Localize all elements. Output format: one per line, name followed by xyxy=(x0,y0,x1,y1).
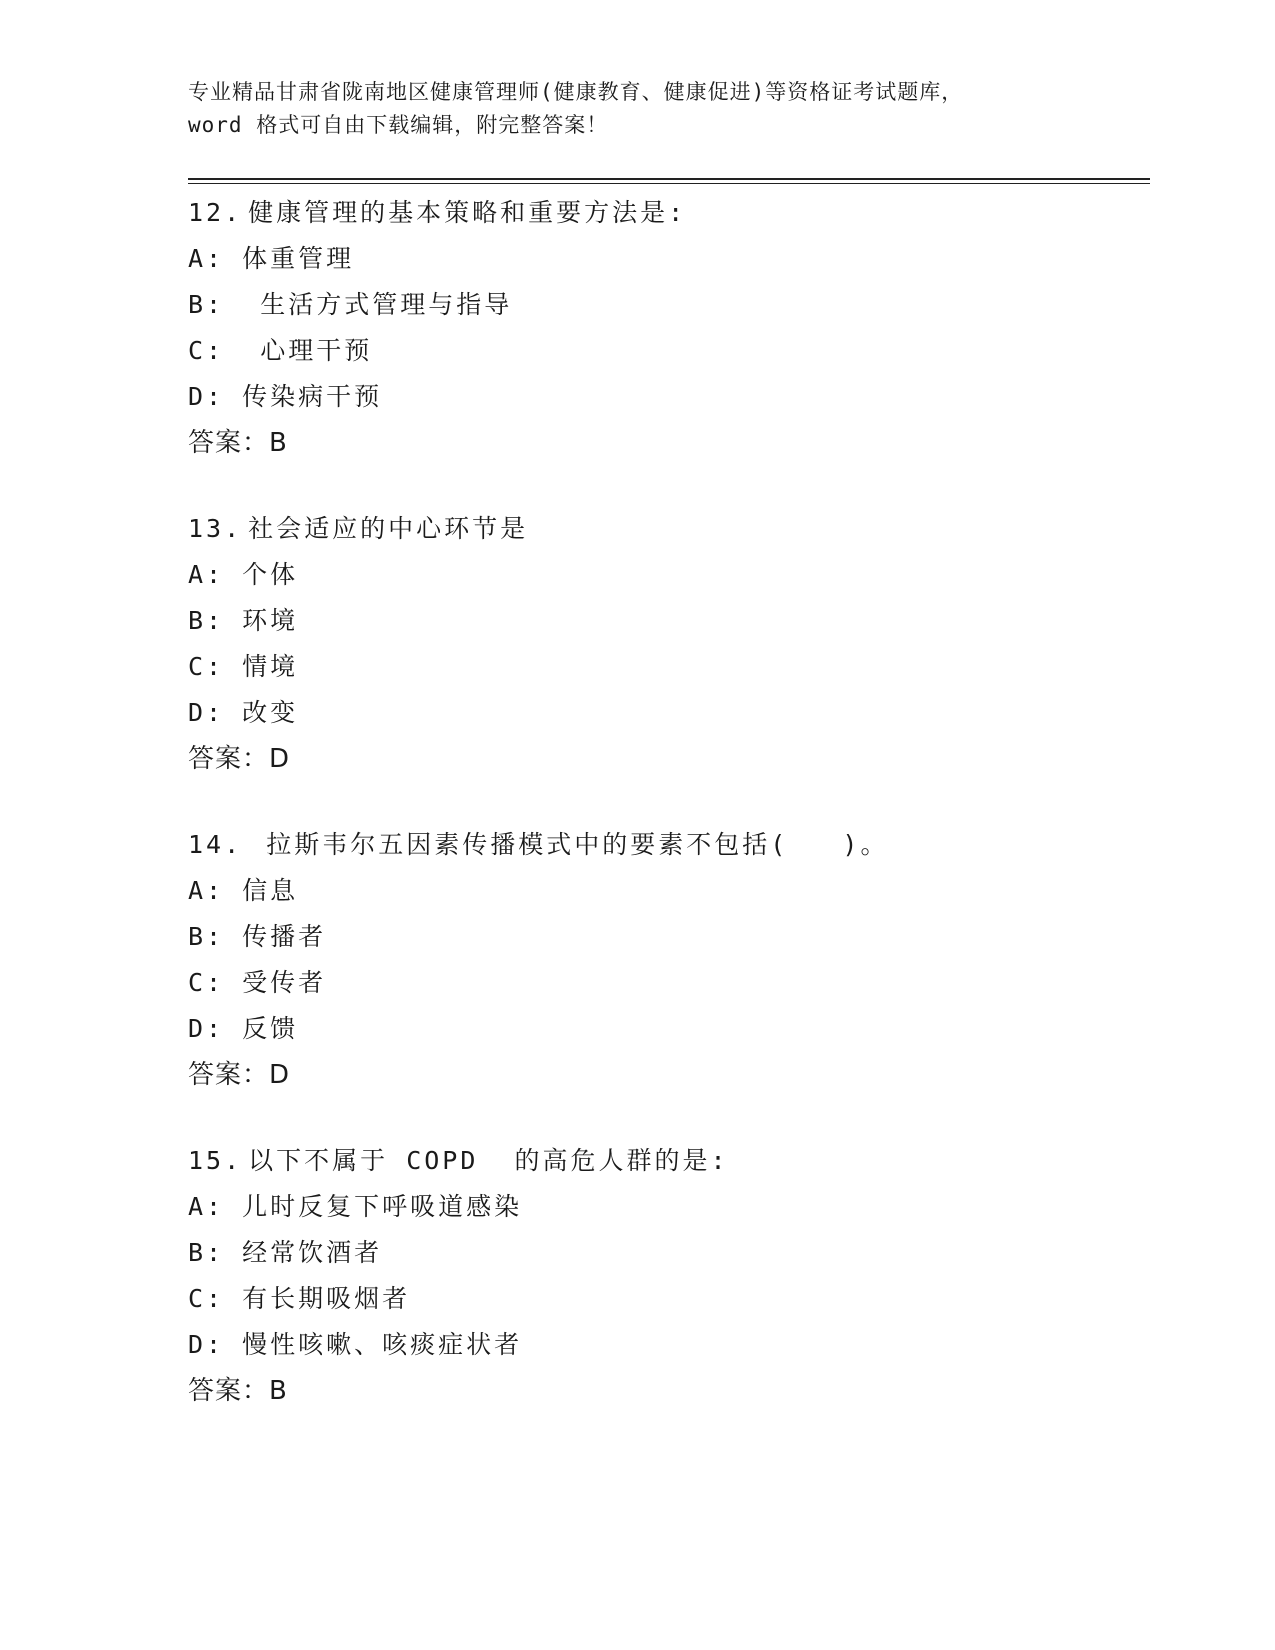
option-a xyxy=(188,1184,1148,1230)
option-label: D: xyxy=(188,698,225,727)
question-stem: 社会适应的中心环节是 xyxy=(248,514,529,543)
option-text: 传染病干预 xyxy=(242,382,383,411)
option-text: 体重管理 xyxy=(242,244,355,273)
option-a xyxy=(188,868,1148,914)
option-text: 情境 xyxy=(242,652,299,681)
option-c xyxy=(188,960,1148,1006)
option-text: 改变 xyxy=(242,698,299,727)
option-c xyxy=(188,1276,1148,1322)
document-header xyxy=(188,76,1088,142)
option-label: C: xyxy=(188,968,225,997)
question-number: 14. xyxy=(188,830,243,859)
question-list xyxy=(188,190,1148,1454)
option-b xyxy=(188,914,1148,960)
question-item xyxy=(188,1138,1148,1414)
option-text: 环境 xyxy=(242,606,299,635)
option-label: D: xyxy=(188,1330,225,1359)
option-a xyxy=(188,236,1148,282)
option-text: 个体 xyxy=(242,560,299,589)
option-b xyxy=(188,1230,1148,1276)
option-c xyxy=(188,328,1148,374)
option-text: 心理干预 xyxy=(242,336,373,365)
option-a xyxy=(188,552,1148,598)
answer-line: 答案：D xyxy=(188,744,291,774)
option-d xyxy=(188,1006,1148,1052)
question-number: 13. xyxy=(188,514,243,543)
option-label: C: xyxy=(188,336,225,365)
answer-line: 答案：B xyxy=(188,428,288,458)
option-text: 受传者 xyxy=(242,968,327,997)
option-text: 儿时反复下呼吸道感染 xyxy=(242,1192,523,1221)
option-label: B: xyxy=(188,290,225,319)
option-label: A: xyxy=(188,1192,225,1221)
question-item xyxy=(188,190,1148,466)
option-label: A: xyxy=(188,876,225,905)
question-stem-line xyxy=(188,822,1148,868)
option-text: 传播者 xyxy=(242,922,327,951)
answer-line: 答案：D xyxy=(188,1060,291,1090)
header-line-1: 专业精品甘肃省陇南地区健康管理师(健康教育、健康促进)等资格证考试题库， xyxy=(188,80,964,104)
question-stem: 以下不属于 COPD 的高危人群的是: xyxy=(248,1146,729,1175)
option-text: 有长期吸烟者 xyxy=(242,1284,411,1313)
option-c xyxy=(188,644,1148,690)
question-stem: 健康管理的基本策略和重要方法是: xyxy=(248,198,687,227)
option-label: C: xyxy=(188,1284,225,1313)
option-label: C: xyxy=(188,652,225,681)
question-stem-line xyxy=(188,190,1148,236)
option-b xyxy=(188,282,1148,328)
option-b xyxy=(188,598,1148,644)
answer-line: 答案：B xyxy=(188,1376,288,1406)
option-label: D: xyxy=(188,1014,225,1043)
option-label: B: xyxy=(188,606,225,635)
question-item xyxy=(188,506,1148,782)
header-line-2: word 格式可自由下载编辑，附完整答案！ xyxy=(188,113,609,137)
header-divider-thick xyxy=(188,178,1150,180)
question-item xyxy=(188,822,1148,1098)
option-label: B: xyxy=(188,1238,225,1267)
option-text: 慢性咳嗽、咳痰症状者 xyxy=(242,1330,523,1359)
option-d xyxy=(188,374,1148,420)
question-stem: 拉斯韦尔五因素传播模式中的要素不包括( )。 xyxy=(248,830,889,859)
header-divider-thin xyxy=(188,183,1150,184)
question-stem-line xyxy=(188,506,1148,552)
option-text: 生活方式管理与指导 xyxy=(242,290,513,319)
option-d xyxy=(188,690,1148,736)
option-d xyxy=(188,1322,1148,1368)
option-label: D: xyxy=(188,382,225,411)
question-stem-line xyxy=(188,1138,1148,1184)
option-text: 信息 xyxy=(242,876,299,905)
option-label: B: xyxy=(188,922,225,951)
option-text: 反馈 xyxy=(242,1014,299,1043)
question-number: 12. xyxy=(188,198,243,227)
option-text: 经常饮酒者 xyxy=(242,1238,383,1267)
question-number: 15. xyxy=(188,1146,243,1175)
option-label: A: xyxy=(188,244,225,273)
option-label: A: xyxy=(188,560,225,589)
